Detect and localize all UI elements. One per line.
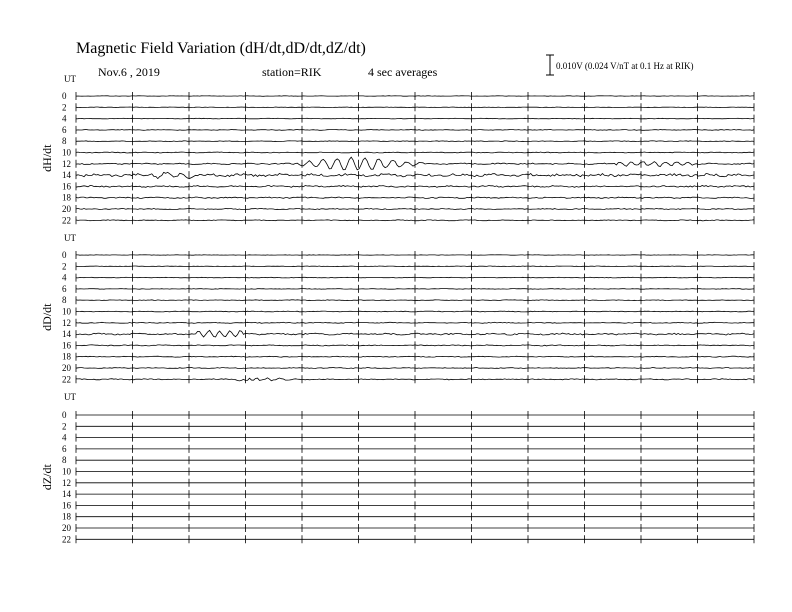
hour-label: 22: [62, 534, 71, 545]
station-label: station=RIK: [262, 65, 322, 79]
hour-label: 10: [62, 466, 71, 477]
hour-label: 4: [62, 432, 67, 443]
hour-label: 4: [62, 113, 67, 124]
component-ylabel: dD/dt: [40, 303, 54, 331]
hour-label: 6: [62, 124, 67, 135]
hour-label: 20: [62, 204, 71, 214]
hour-label: 12: [62, 158, 71, 169]
ut-axis-label: UT: [64, 392, 76, 402]
hour-label: 12: [62, 317, 71, 328]
hour-label: 18: [62, 511, 71, 522]
component-ylabel: dZ/dt: [40, 464, 54, 491]
hour-label: 16: [62, 500, 71, 511]
hour-label: 8: [62, 136, 67, 147]
hour-label: 6: [62, 283, 67, 294]
hour-label: 16: [62, 181, 71, 192]
hour-label: 12: [62, 477, 71, 488]
hour-label: 2: [62, 102, 67, 113]
hour-label: 22: [62, 374, 71, 385]
hour-label: 14: [62, 489, 71, 500]
ut-axis-label: UT: [64, 233, 76, 243]
ut-axis-label: UT: [64, 74, 76, 84]
hour-label: 0: [62, 250, 67, 260]
averaging-label: 4 sec averages: [368, 65, 438, 79]
hour-label: 10: [62, 147, 71, 158]
hour-label: 8: [62, 455, 67, 466]
chart-title: Magnetic Field Variation (dH/dt,dD/dt,dZ/dt): [76, 40, 366, 57]
hour-label: 20: [62, 523, 71, 533]
hour-label: 6: [62, 443, 67, 454]
scale-label: 0.010V (0.024 V/nT at 0.1 Hz at RIK): [556, 61, 694, 71]
scale-bar: [546, 55, 554, 75]
hour-label: 20: [62, 363, 71, 373]
hour-label: 18: [62, 192, 71, 203]
hour-label: 8: [62, 295, 67, 306]
hour-label: 22: [62, 215, 71, 226]
hour-label: 0: [62, 410, 67, 420]
hour-label: 0: [62, 91, 67, 101]
hour-label: 2: [62, 421, 67, 432]
hour-label: 14: [62, 329, 71, 340]
date-label: Nov.6 , 2019: [98, 65, 160, 79]
hour-label: 18: [62, 351, 71, 362]
hour-label: 2: [62, 261, 67, 272]
hour-label: 4: [62, 272, 67, 283]
hour-label: 16: [62, 340, 71, 351]
hour-label: 10: [62, 306, 71, 317]
component-ylabel: dH/dt: [40, 144, 54, 172]
hour-label: 14: [62, 170, 71, 181]
